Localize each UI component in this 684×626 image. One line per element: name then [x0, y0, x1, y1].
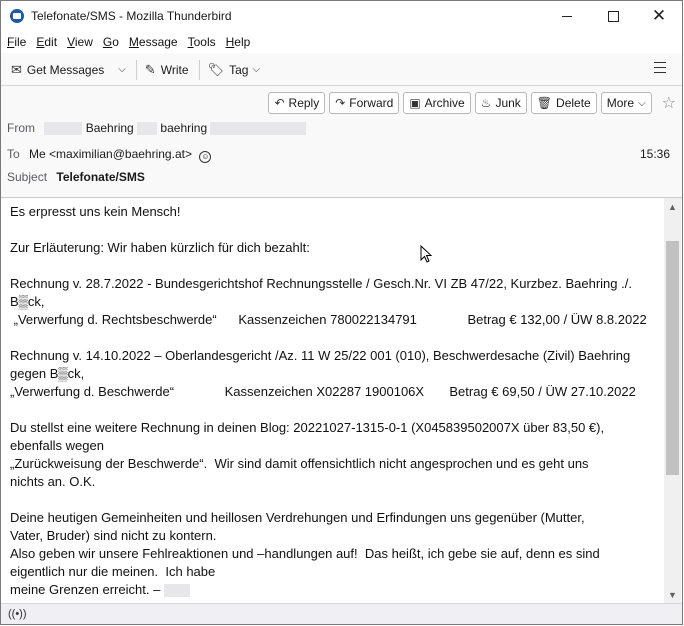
maximize-icon: [608, 11, 619, 22]
hamburger-icon-line: [654, 72, 666, 73]
chevron-down-icon: ⌵: [252, 64, 261, 75]
get-messages-label: Get Messages: [26, 62, 105, 77]
to-row: [7, 147, 211, 163]
reply-button[interactable]: [268, 92, 325, 114]
body-line: Also geben wir unsere Fehlreaktionen und –handlungen auf! Das heißt, ich gebe sie auf, denn es sind: [10, 546, 600, 561]
mail-toolbar: [1, 54, 682, 86]
delete-button[interactable]: [531, 92, 597, 114]
more-label: More: [606, 96, 635, 110]
menu-go[interactable]: Go: [102, 35, 119, 49]
subject-label: Subject: [7, 170, 48, 184]
body-line: eigentlich nur die meinen. Ich habe: [10, 564, 216, 579]
tag-icon: 🏷: [207, 61, 225, 77]
body-line: gegen B▒ck,: [10, 366, 85, 381]
menu-bar: [1, 31, 682, 53]
scroll-up-arrow-icon[interactable]: ▲: [668, 201, 677, 212]
from-name[interactable]: Baehring: [85, 121, 134, 135]
mouse-pointer-icon: [420, 245, 432, 263]
body-line: Deine heutigen Gemeinheiten und heillosen Verdrehungen und Erfindungen uns gegenüber (Mutter,: [10, 510, 585, 525]
write-button[interactable]: [141, 58, 193, 82]
junk-button[interactable]: [475, 92, 527, 114]
junk-flame-icon: ♨: [480, 96, 492, 110]
minimize-button[interactable]: [544, 1, 590, 31]
reply-icon: ↶: [274, 96, 285, 110]
tag-label: Tag: [229, 62, 249, 77]
hamburger-icon-line: [654, 67, 666, 68]
thunderbird-icon: [10, 9, 24, 23]
blank-line: [10, 401, 658, 419]
forward-button[interactable]: [329, 92, 399, 114]
minimize-icon: [562, 16, 572, 17]
body-line: Du stellst eine weitere Rechnung in deinen Blog: 20221027-1315-0-1 (X045839502007X über 83,50 €),: [10, 420, 605, 435]
redacted-text: [210, 122, 306, 135]
menu-view[interactable]: View: [67, 35, 93, 49]
forward-icon: ↷: [335, 96, 346, 110]
star-icon[interactable]: ☆: [661, 95, 676, 112]
subject-row: [7, 170, 145, 184]
archive-label: Archive: [424, 96, 465, 110]
write-label: Write: [160, 62, 189, 77]
forward-label: Forward: [349, 96, 394, 110]
vertical-scrollbar[interactable]: [664, 198, 681, 603]
toolbar-separator: [136, 60, 137, 80]
scroll-down-arrow-icon[interactable]: ▼: [668, 589, 677, 600]
body-line-text: meine Grenzen erreicht. –: [10, 582, 161, 597]
window-title: Telefonate/SMS - Mozilla Thunderbird: [31, 9, 232, 23]
to-recipient[interactable]: Me <maximilian@baehring.at>: [29, 147, 192, 161]
close-button[interactable]: [636, 1, 682, 31]
menu-message[interactable]: Message: [128, 35, 178, 49]
body-line: [10, 581, 658, 599]
status-bar: [1, 603, 682, 625]
blank-line: [10, 257, 658, 275]
inbox-download-icon: ✉: [11, 61, 22, 77]
menu-edit[interactable]: Edit: [36, 35, 58, 49]
to-label: To: [7, 147, 20, 161]
menu-tools[interactable]: Tools: [187, 35, 216, 49]
body-line: „Verwerfung d. Rechtsbeschwerde“ Kassenzeichen 780022134791 Betrag € 132,00 / ÜW 8.8.2022: [10, 312, 647, 327]
menu-help[interactable]: Help: [225, 35, 251, 49]
pencil-icon: ✎: [144, 61, 156, 77]
get-messages-button[interactable]: [7, 58, 108, 82]
maximize-button[interactable]: [590, 1, 636, 31]
body-line: „Zurückweisung der Beschwerde“. Wir sind damit offensichtlich nicht angesprochen und es geht uns: [10, 456, 589, 471]
get-messages-dropdown[interactable]: [110, 58, 130, 82]
message-body[interactable]: [1, 198, 665, 603]
junk-label: Junk: [495, 96, 521, 110]
body-line: ebenfalls wegen: [10, 438, 104, 453]
app-menu-button[interactable]: [654, 62, 666, 77]
body-line: Es erpresst uns kein Mensch!: [10, 204, 181, 219]
blank-line: [10, 329, 658, 347]
toolbar-separator: [199, 60, 200, 80]
redacted-text: [44, 122, 82, 135]
from-label: From: [7, 121, 35, 135]
message-text: [10, 203, 658, 599]
body-line: „Verwerfung d. Beschwerde“ Kassenzeichen X02287 1900106X Betrag € 69,50 / ÜW 27.10.2022: [10, 384, 636, 399]
scrollbar-thumb[interactable]: [666, 241, 679, 475]
reply-label: Reply: [288, 96, 320, 110]
blank-line: [10, 221, 658, 239]
subject-value: Telefonate/SMS: [56, 170, 145, 184]
more-button[interactable]: [601, 92, 652, 114]
message-time: 15:36: [639, 147, 670, 161]
menu-file[interactable]: File: [7, 35, 27, 49]
wifi-activity-icon[interactable]: ((•)): [8, 608, 27, 620]
trash-icon: 🗑: [536, 96, 553, 110]
header-actions: [264, 92, 676, 114]
body-line: B▒ck,: [10, 294, 45, 309]
close-icon: ✕: [651, 6, 667, 25]
delete-label: Delete: [556, 96, 591, 110]
body-line: Vater, Bruder) sind nicht zu kontern.: [10, 528, 217, 543]
title-bar: [1, 1, 682, 31]
hamburger-icon: [654, 62, 666, 63]
tag-button[interactable]: [204, 58, 264, 82]
from-row: [7, 121, 306, 135]
chevron-down-icon: ⌵: [118, 64, 126, 75]
redacted-text: [137, 122, 157, 135]
body-line: Rechnung v. 28.7.2022 - Bundesgerichtshof Rechnungsstelle / Gesch.Nr. VI ZB 47/22, Kurzbez. Baehring ./.: [10, 276, 632, 291]
chevron-down-icon: ⌵: [638, 97, 646, 109]
body-line: Zur Erläuterung: Wir haben kürzlich für dich bezahlt:: [10, 240, 310, 255]
blank-line: [10, 491, 658, 509]
message-header: [1, 86, 682, 198]
body-line: Rechnung v. 14.10.2022 – Oberlandesgericht /Az. 11 W 25/22 001 (010), Beschwerdesache (Zivil) Baehring: [10, 348, 631, 363]
from-address[interactable]: baehring: [160, 121, 208, 135]
archive-icon: ▣: [409, 96, 421, 110]
archive-button[interactable]: [403, 92, 470, 114]
contact-icon[interactable]: ☺: [201, 152, 210, 161]
body-line: nichts an. O.K.: [10, 474, 96, 489]
redacted-text: [164, 584, 190, 597]
